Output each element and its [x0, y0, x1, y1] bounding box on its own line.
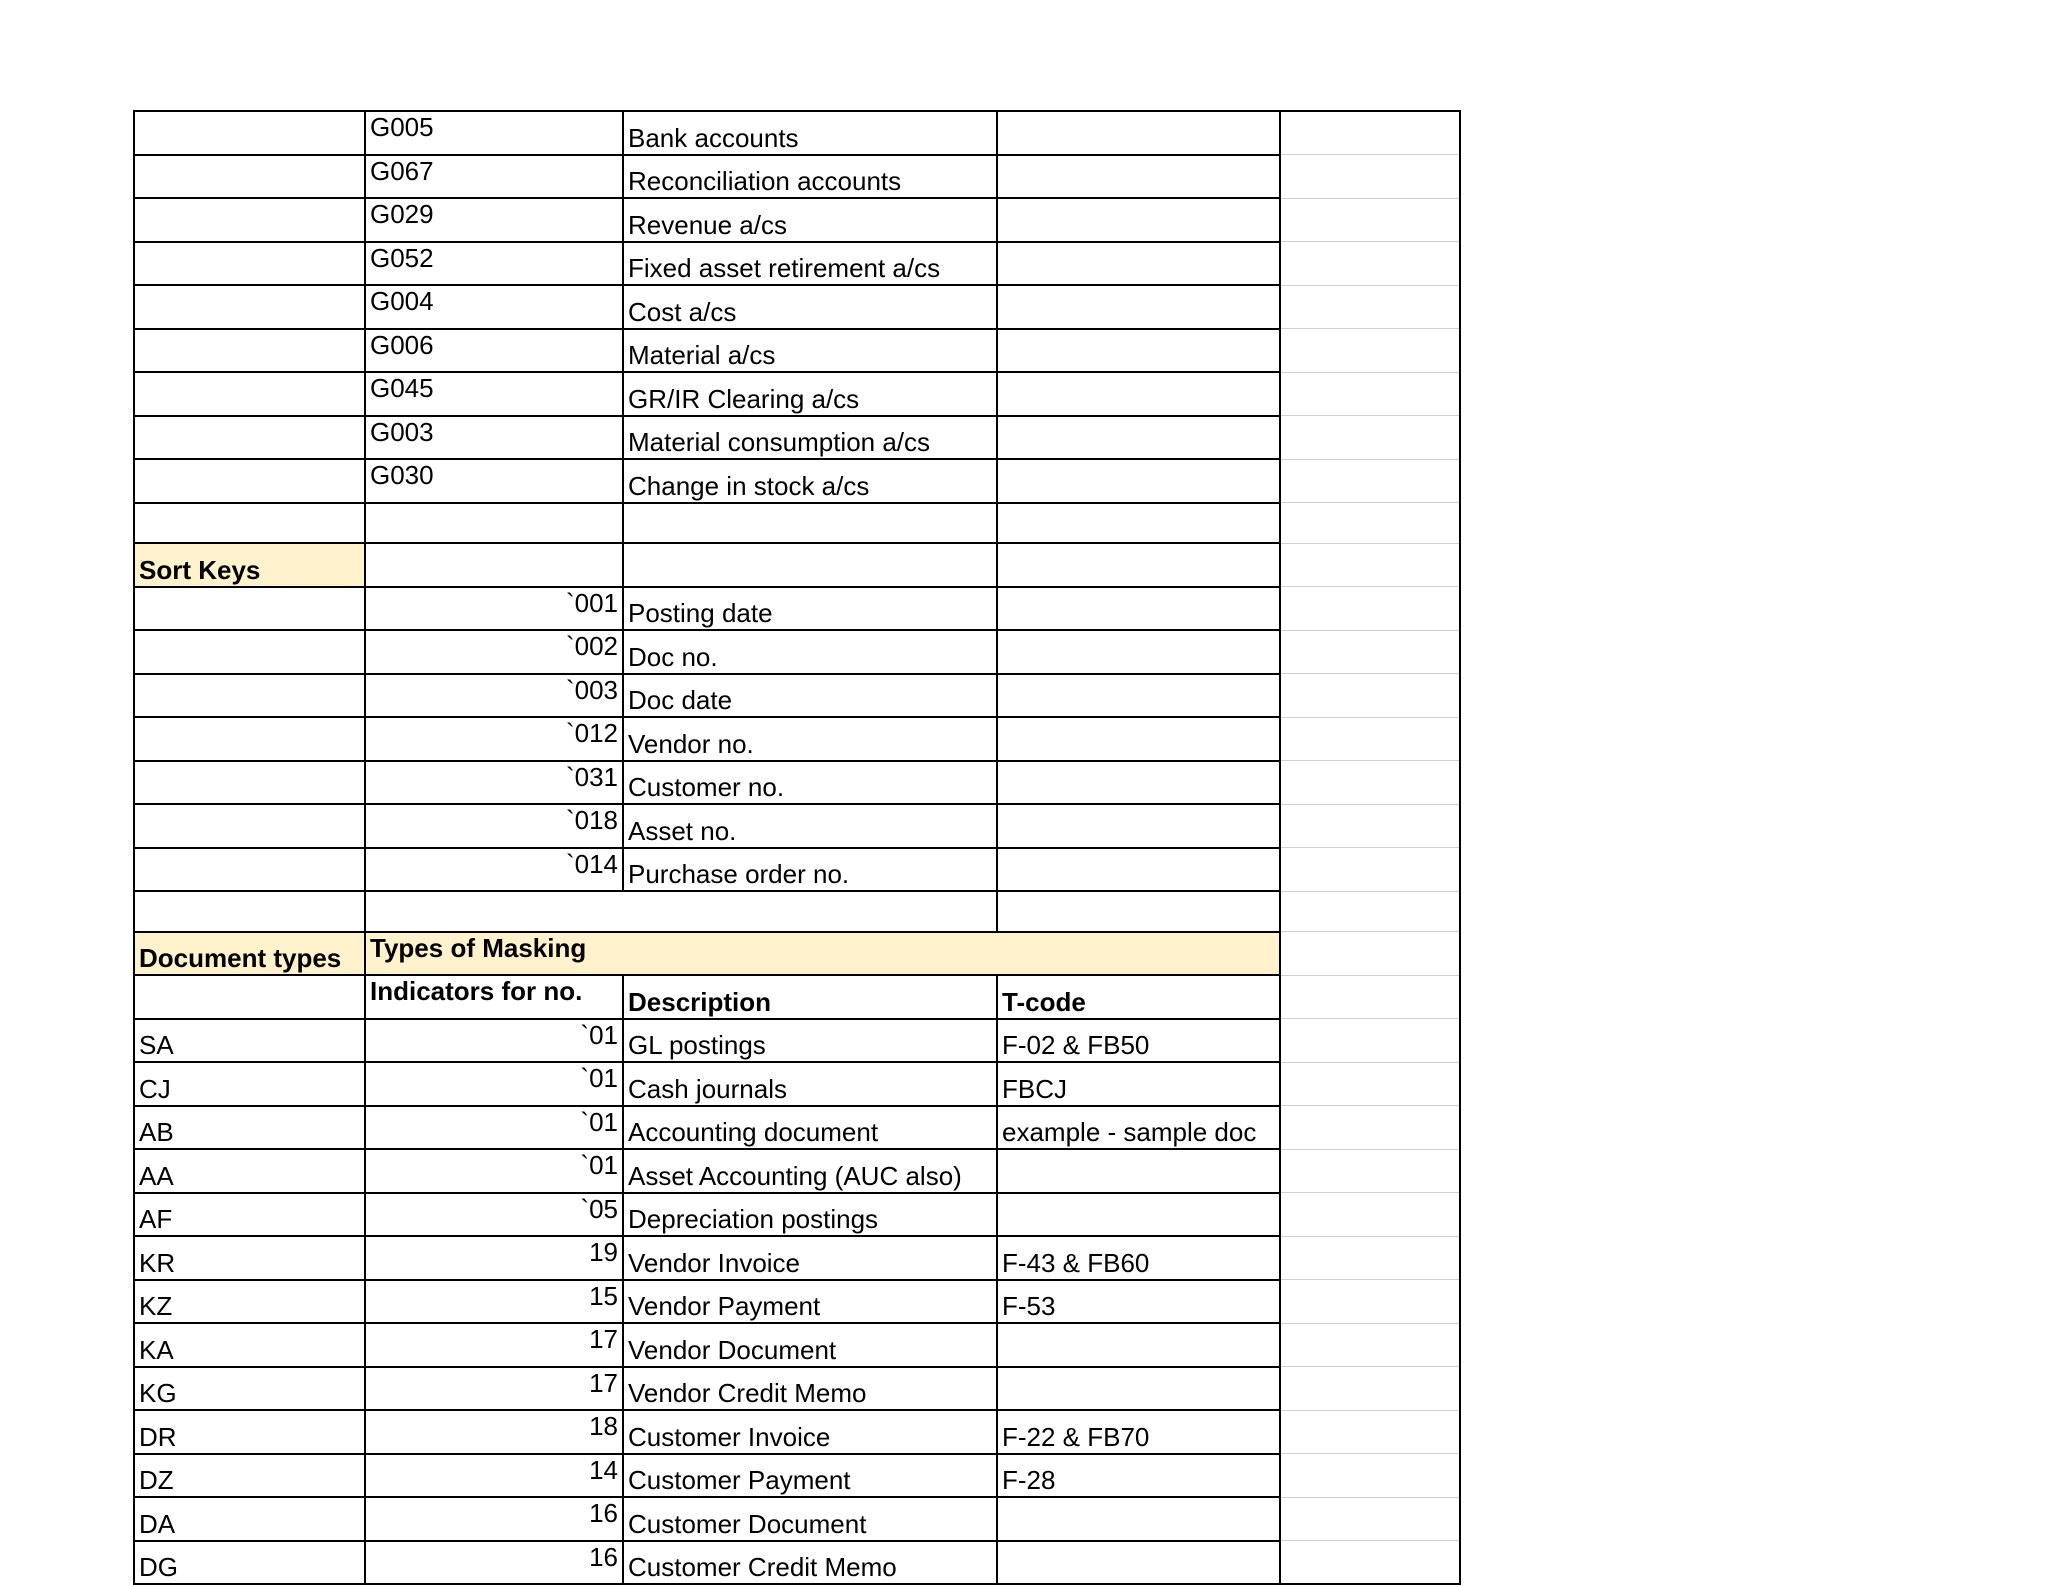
table-cell[interactable] — [623, 543, 997, 587]
table-cell[interactable]: Material a/cs — [623, 329, 997, 373]
table-cell[interactable] — [134, 198, 365, 242]
table-cell[interactable]: DG — [134, 1541, 365, 1585]
table-cell[interactable]: Doc no. — [623, 630, 997, 674]
table-cell[interactable] — [1280, 674, 1460, 718]
table-cell[interactable]: Change in stock a/cs — [623, 459, 997, 503]
table-row — [134, 891, 1460, 932]
table-row — [134, 155, 1460, 199]
table-row — [134, 1062, 1460, 1106]
table-cell[interactable] — [1280, 285, 1460, 329]
table-cell[interactable] — [1280, 1541, 1460, 1585]
sort-keys-heading[interactable]: Sort Keys — [134, 543, 365, 587]
table-row — [134, 198, 1460, 242]
table-cell[interactable]: Customer Credit Memo — [623, 1541, 997, 1585]
table-cell[interactable]: KA — [134, 1323, 365, 1367]
table-cell[interactable] — [1280, 1497, 1460, 1541]
table-cell[interactable]: Fixed asset retirement a/cs — [623, 242, 997, 286]
table-cell[interactable]: Vendor Payment — [623, 1280, 997, 1324]
table-cell[interactable]: Customer Document — [623, 1497, 997, 1541]
table-cell[interactable] — [1280, 1106, 1460, 1150]
table-cell[interactable]: 17 — [365, 1367, 623, 1411]
table-cell[interactable] — [1280, 1323, 1460, 1367]
table-cell[interactable] — [1280, 891, 1460, 932]
table-cell[interactable]: KZ — [134, 1280, 365, 1324]
table-cell[interactable]: AF — [134, 1193, 365, 1237]
table-cell[interactable]: Reconciliation accounts — [623, 155, 997, 199]
table-cell[interactable] — [1280, 630, 1460, 674]
table-cell[interactable] — [1280, 503, 1460, 544]
table-row — [134, 459, 1460, 503]
table-cell[interactable]: F-28 — [997, 1454, 1280, 1498]
table-cell[interactable] — [134, 587, 365, 631]
table-cell[interactable] — [134, 459, 365, 503]
table-cell[interactable]: Vendor Credit Memo — [623, 1367, 997, 1411]
table-row — [134, 1236, 1460, 1280]
table-cell[interactable] — [997, 1149, 1280, 1193]
table-cell[interactable]: `002 — [365, 630, 623, 674]
table-cell[interactable]: G052 — [365, 242, 623, 286]
table-cell[interactable]: G067 — [365, 155, 623, 199]
table-cell[interactable]: Doc date — [623, 674, 997, 718]
table-cell[interactable] — [1280, 932, 1460, 976]
table-row — [134, 1454, 1460, 1498]
table-cell[interactable] — [134, 111, 365, 155]
table-cell[interactable]: Vendor Document — [623, 1323, 997, 1367]
table-row — [134, 761, 1460, 805]
table-row — [134, 848, 1460, 892]
table-cell[interactable] — [997, 587, 1280, 631]
table-cell[interactable]: Asset Accounting (AUC also) — [623, 1149, 997, 1193]
table-row — [134, 804, 1460, 848]
table-cell[interactable]: F-22 & FB70 — [997, 1410, 1280, 1454]
table-cell[interactable]: `012 — [365, 717, 623, 761]
table-cell[interactable]: AA — [134, 1149, 365, 1193]
table-cell[interactable]: CJ — [134, 1062, 365, 1106]
table-cell[interactable]: 19 — [365, 1236, 623, 1280]
table-cell[interactable] — [134, 804, 365, 848]
table-cell[interactable] — [997, 1193, 1280, 1237]
masking-heading[interactable]: Types of Masking — [365, 932, 1280, 976]
table-cell[interactable]: example - sample doc — [997, 1106, 1280, 1150]
table-cell[interactable]: G045 — [365, 372, 623, 416]
table-cell[interactable]: G003 — [365, 416, 623, 460]
table-cell[interactable] — [365, 543, 623, 587]
table-cell[interactable]: G030 — [365, 459, 623, 503]
table-cell[interactable] — [1280, 459, 1460, 503]
table-cell[interactable]: DA — [134, 1497, 365, 1541]
table-cell[interactable] — [1280, 717, 1460, 761]
table-cell[interactable] — [1280, 975, 1460, 1019]
table-cell[interactable]: 14 — [365, 1454, 623, 1498]
table-row — [134, 1149, 1460, 1193]
table-cell[interactable]: 17 — [365, 1323, 623, 1367]
table-cell[interactable] — [134, 329, 365, 373]
table-cell[interactable] — [1280, 1062, 1460, 1106]
table-cell[interactable] — [997, 242, 1280, 286]
table-cell[interactable] — [997, 1323, 1280, 1367]
table-row — [134, 674, 1460, 718]
table-cell[interactable]: G006 — [365, 329, 623, 373]
table-row — [134, 285, 1460, 329]
table-row — [134, 630, 1460, 674]
table-cell[interactable] — [997, 1497, 1280, 1541]
table-cell[interactable] — [997, 804, 1280, 848]
table-cell[interactable] — [997, 155, 1280, 199]
table-cell[interactable]: F-02 & FB50 — [997, 1019, 1280, 1063]
table-cell[interactable] — [1280, 1367, 1460, 1411]
column-header[interactable]: Indicators for no. — [365, 975, 623, 1019]
table-cell[interactable]: Customer no. — [623, 761, 997, 805]
table-cell[interactable] — [997, 329, 1280, 373]
column-header[interactable]: T-code — [997, 975, 1280, 1019]
table-cell[interactable]: Revenue a/cs — [623, 198, 997, 242]
table-row — [134, 717, 1460, 761]
table-cell[interactable] — [134, 674, 365, 718]
table-cell[interactable] — [1280, 804, 1460, 848]
table-cell[interactable]: `01 — [365, 1019, 623, 1063]
table-cell[interactable]: GR/IR Clearing a/cs — [623, 372, 997, 416]
table-cell[interactable]: Material consumption a/cs — [623, 416, 997, 460]
table-row — [134, 543, 1460, 587]
table-row — [134, 111, 1460, 155]
table-cell[interactable] — [997, 674, 1280, 718]
table-cell[interactable] — [997, 717, 1280, 761]
table-cell[interactable] — [134, 285, 365, 329]
table-cell[interactable] — [1280, 761, 1460, 805]
table-row — [134, 242, 1460, 286]
table-cell[interactable] — [997, 848, 1280, 892]
table-cell[interactable]: 18 — [365, 1410, 623, 1454]
table-row — [134, 1193, 1460, 1237]
table-row — [134, 372, 1460, 416]
table-cell[interactable] — [134, 503, 365, 544]
table-cell[interactable] — [997, 285, 1280, 329]
table-row — [134, 503, 1460, 544]
table-row — [134, 1497, 1460, 1541]
table-row — [134, 416, 1460, 460]
table-row — [134, 932, 1460, 976]
table-cell[interactable]: SA — [134, 1019, 365, 1063]
table-cell[interactable] — [997, 416, 1280, 460]
table-cell[interactable]: Vendor no. — [623, 717, 997, 761]
table-cell[interactable]: `031 — [365, 761, 623, 805]
table-cell[interactable]: FBCJ — [997, 1062, 1280, 1106]
table-cell[interactable]: Depreciation postings — [623, 1193, 997, 1237]
table-cell[interactable] — [1280, 372, 1460, 416]
table-row — [134, 1019, 1460, 1063]
table-cell[interactable] — [134, 242, 365, 286]
table-cell[interactable] — [997, 1367, 1280, 1411]
table-cell[interactable] — [1280, 111, 1460, 155]
column-header[interactable]: Description — [623, 975, 997, 1019]
table-cell[interactable]: Accounting document — [623, 1106, 997, 1150]
table-cell[interactable] — [1280, 416, 1460, 460]
document-types-heading[interactable]: Document types — [134, 932, 365, 976]
table-cell[interactable]: `001 — [365, 587, 623, 631]
table-cell[interactable] — [1280, 848, 1460, 892]
table-cell[interactable] — [997, 1541, 1280, 1585]
table-cell[interactable] — [134, 630, 365, 674]
table-cell[interactable]: F-43 & FB60 — [997, 1236, 1280, 1280]
table-row — [134, 1410, 1460, 1454]
table-cell[interactable] — [1280, 1019, 1460, 1063]
table-cell[interactable] — [1280, 242, 1460, 286]
table-cell[interactable] — [1280, 329, 1460, 373]
table-cell[interactable] — [997, 543, 1280, 587]
table-cell[interactable]: 16 — [365, 1541, 623, 1585]
table-cell[interactable]: Asset no. — [623, 804, 997, 848]
table-cell[interactable]: `01 — [365, 1062, 623, 1106]
table-cell[interactable]: DR — [134, 1410, 365, 1454]
table-cell[interactable]: KG — [134, 1367, 365, 1411]
table-cell[interactable]: Cash journals — [623, 1062, 997, 1106]
table-cell[interactable]: Cost a/cs — [623, 285, 997, 329]
table-cell[interactable] — [134, 848, 365, 892]
table-cell[interactable]: Purchase order no. — [623, 848, 997, 892]
table-row — [134, 1106, 1460, 1150]
table-cell[interactable] — [997, 372, 1280, 416]
table-cell[interactable] — [134, 761, 365, 805]
table-cell[interactable]: 15 — [365, 1280, 623, 1324]
table-header-row — [134, 975, 1460, 1019]
table-cell[interactable] — [1280, 198, 1460, 242]
table-row — [134, 1367, 1460, 1411]
table-cell[interactable] — [997, 891, 1280, 932]
table-cell[interactable]: `018 — [365, 804, 623, 848]
table-cell[interactable]: AB — [134, 1106, 365, 1150]
table-cell[interactable] — [134, 975, 365, 1019]
table-cell[interactable] — [1280, 1410, 1460, 1454]
table-cell[interactable]: DZ — [134, 1454, 365, 1498]
table-cell[interactable] — [1280, 587, 1460, 631]
table-cell[interactable]: `003 — [365, 674, 623, 718]
table-cell[interactable] — [1280, 1236, 1460, 1280]
table-cell[interactable]: GL postings — [623, 1019, 997, 1063]
table-cell[interactable] — [134, 891, 365, 932]
table-row — [134, 1280, 1460, 1324]
table-cell[interactable]: Customer Invoice — [623, 1410, 997, 1454]
table-cell[interactable]: `05 — [365, 1193, 623, 1237]
table-cell[interactable]: Customer Payment — [623, 1454, 997, 1498]
spreadsheet-table — [133, 110, 1461, 1585]
table-cell[interactable]: `014 — [365, 848, 623, 892]
table-cell[interactable]: `01 — [365, 1106, 623, 1150]
table-cell[interactable] — [997, 503, 1280, 544]
table-cell[interactable] — [365, 503, 623, 544]
table-cell[interactable] — [997, 761, 1280, 805]
table-cell[interactable] — [1280, 1454, 1460, 1498]
table-cell[interactable] — [1280, 1149, 1460, 1193]
table-cell[interactable] — [134, 717, 365, 761]
table-row — [134, 1541, 1460, 1585]
table-row — [134, 1323, 1460, 1367]
table-cell[interactable] — [134, 372, 365, 416]
table-cell[interactable] — [997, 198, 1280, 242]
table-cell[interactable]: 16 — [365, 1497, 623, 1541]
table-cell[interactable] — [997, 630, 1280, 674]
table-cell[interactable]: `01 — [365, 1149, 623, 1193]
table-cell[interactable] — [134, 416, 365, 460]
table-cell[interactable]: KR — [134, 1236, 365, 1280]
table-cell[interactable] — [997, 111, 1280, 155]
table-cell[interactable] — [1280, 155, 1460, 199]
table-cell[interactable] — [1280, 543, 1460, 587]
table-row — [134, 587, 1460, 631]
table-cell[interactable] — [1280, 1280, 1460, 1324]
table-row — [134, 329, 1460, 373]
table-cell[interactable] — [997, 459, 1280, 503]
table-cell[interactable]: Bank accounts — [623, 111, 997, 155]
table-cell[interactable]: G029 — [365, 198, 623, 242]
table-cell[interactable]: F-53 — [997, 1280, 1280, 1324]
table-cell[interactable] — [623, 503, 997, 544]
table-cell[interactable]: G005 — [365, 111, 623, 155]
table-cell[interactable] — [365, 891, 997, 932]
table-cell[interactable] — [1280, 1193, 1460, 1237]
table-cell[interactable]: Vendor Invoice — [623, 1236, 997, 1280]
table-cell[interactable]: Posting date — [623, 587, 997, 631]
table-cell[interactable]: G004 — [365, 285, 623, 329]
table-cell[interactable] — [134, 155, 365, 199]
